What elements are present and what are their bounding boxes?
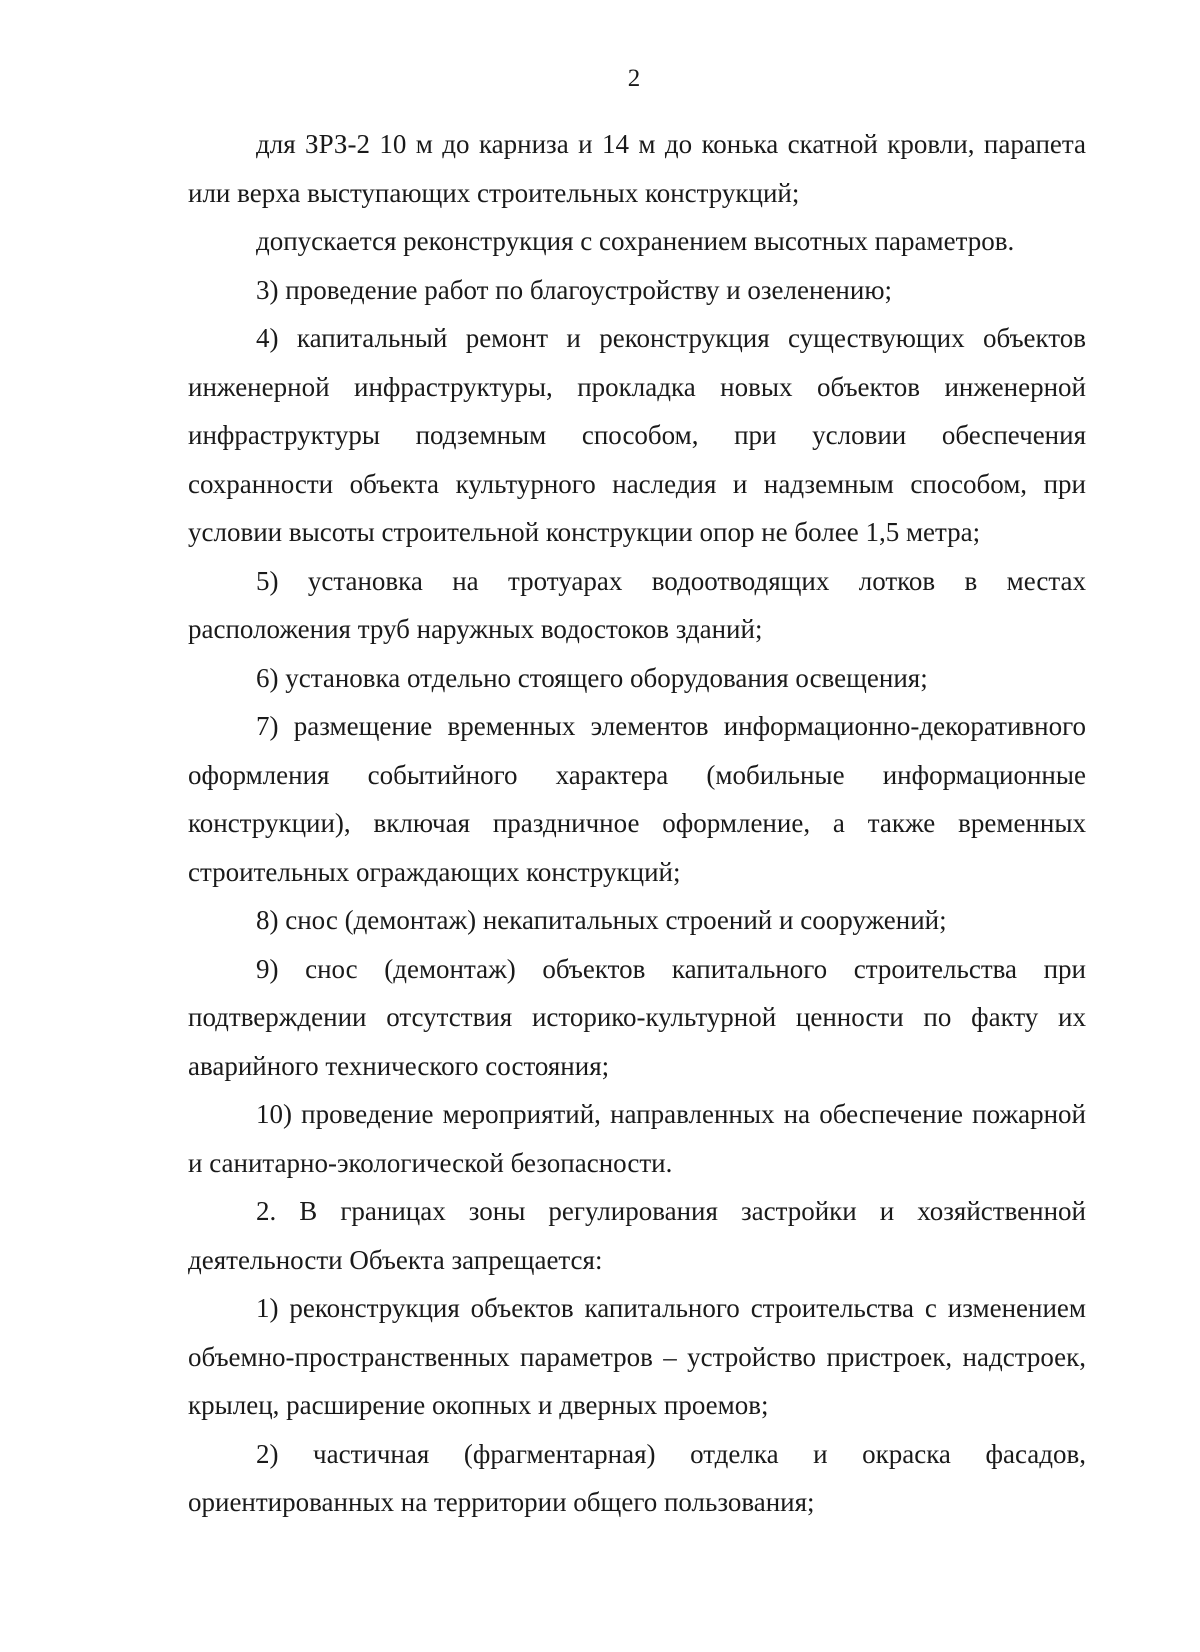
document-body [188,120,1086,1527]
paragraph-prohibited-item-2: 2) частичная (фрагментарная) отделка и окраска фасадов, ориентированных на территории общего пользования; [188,1438,1086,1517]
paragraph-item-6: 6) установка отдельно стоящего оборудования освещения; [256,662,928,693]
paragraph-item-7: 7) размещение временных элементов информационно-декоративного оформления событийного характера (мобильные информационные конструкции), включая праздничное оформление, а также временных строительных ограждающих конструкций; [188,711,1086,887]
paragraph-zrz2-height: для ЗРЗ-2 10 м до карниза и 14 м до конька скатной кровли, парапета или верха выступающих строительных конструкций; [188,129,1086,208]
paragraph-item-8: 8) снос (демонтаж) некапитальных строений и сооружений; [256,905,947,935]
paragraph-reconstruction-allowed: допускается реконструкция с сохранением высотных параметров. [256,226,1015,256]
paragraph-item-10: 10) проведение мероприятий, направленных на обеспечение пожарной и санитарно-экологической безопасности. [188,1099,1086,1178]
paragraph-section-2: 2. В границах зоны регулирования застройки и хозяйственной деятельности Объекта запрещается: [188,1196,1086,1275]
paragraph-item-4: 4) капитальный ремонт и реконструкция существующих объектов инженерной инфраструктуры, прокладка новых объектов инженерной инфраструктуры подземным способом, при условии обеспечения сохранности объекта культурного наследия и надземным способом, при условии высоты строительной конструкции опор не более 1,5 метра; [188,323,1086,547]
paragraph-item-9: 9) снос (демонтаж) объектов капитального строительства при подтверждении отсутствия историко-культурной ценности по факту их аварийного технического состояния; [188,953,1086,1081]
paragraph-item-3: 3) проведение работ по благоустройству и озеленению; [256,274,893,305]
page-number: 2 [627,65,641,92]
paragraph-item-5: 5) установка на тротуарах водоотводящих лотков в местах расположения труб наружных водостоков зданий; [188,565,1086,644]
paragraph-prohibited-item-1: 1) реконструкция объектов капитального строительства с изменением объемно-пространственных параметров – устройство пристроек, надстроек, крылец, расширение окопных и дверных проемов; [188,1293,1086,1420]
